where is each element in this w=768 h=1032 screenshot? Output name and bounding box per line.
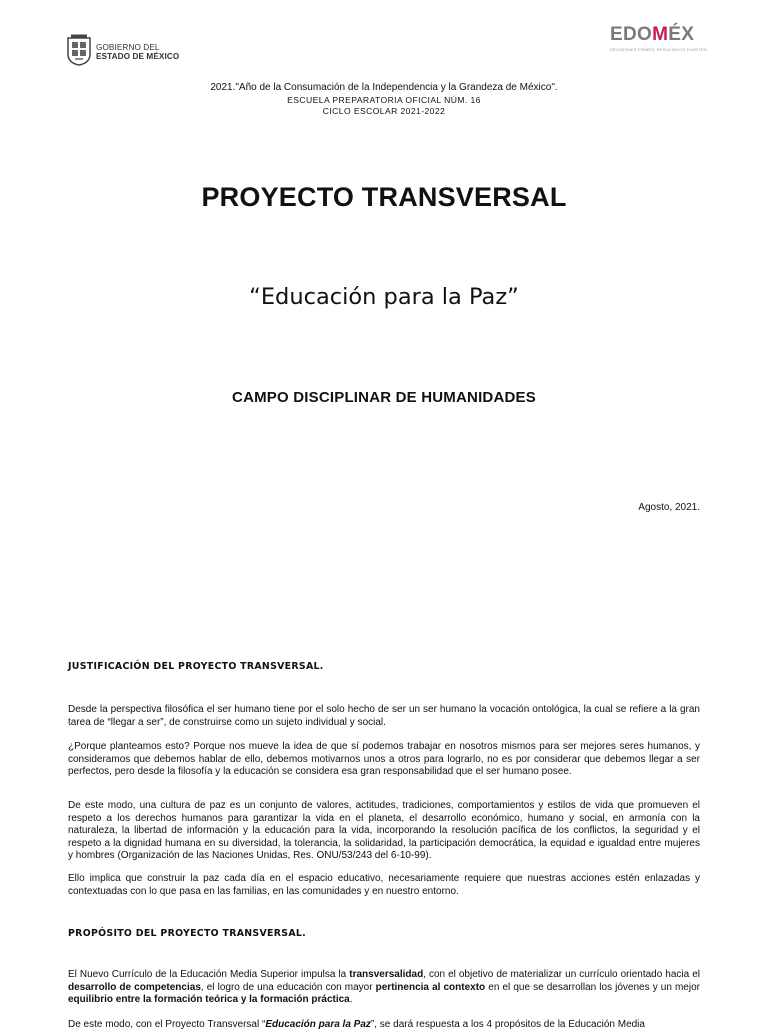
text-run: , con el objetivo de materializar un currículo orientado hacia el	[423, 969, 700, 980]
justificacion-heading: JUSTIFICACIÓN DEL PROYECTO TRANSVERSAL.	[68, 661, 324, 672]
bold-italic-run: Educación para la Paz	[265, 1019, 371, 1030]
bold-run: equilibrio entre la formación teórica y la formación práctica	[68, 994, 350, 1006]
text-run: .	[349, 994, 353, 1006]
document-date: Agosto, 2021.	[638, 502, 700, 513]
text-run: en el que se desarrollan los jóvenes y un mejor	[485, 981, 700, 993]
gobierno-logo-text	[96, 43, 179, 61]
proposito-paragraph-1	[68, 969, 700, 1007]
document-subtitle: “Educación para la Paz”	[249, 284, 519, 310]
proposito-paragraph-2	[68, 1019, 700, 1032]
document-title: PROYECTO TRANSVERSAL	[201, 182, 567, 212]
justificacion-paragraph-1: Desde la perspectiva filosófica el ser humano tiene por el solo hecho de ser un ser humano la vocación ontológica, la cual se refiere a la gran tarea de “llegar a ser”, de construirse como un sujeto individual y social.	[68, 704, 700, 728]
campo-disciplinar: CAMPO DISCIPLINAR DE HUMANIDADES	[232, 389, 536, 406]
bold-run: transversalidad	[349, 969, 424, 980]
gobierno-line2: ESTADO DE MÉXICO	[96, 52, 180, 61]
shield-icon	[66, 34, 92, 66]
justificacion-paragraph-4: Ello implica que construir la paz cada día en el espacio educativo, necesariamente requiere que nuestras acciones estén enlazadas y contextuadas con lo que pasa en las familias, en las comunidades y en nuestro entorno.	[68, 873, 700, 897]
edomex-logo	[610, 24, 710, 54]
proposito-heading: PROPÓSITO DEL PROYECTO TRANSVERSAL.	[68, 928, 307, 939]
school-name: ESCUELA PREPARATORIA OFICIAL NÚM. 16	[287, 95, 481, 105]
text-run: De este modo, con el Proyecto Transversal “	[68, 1019, 266, 1030]
edomex-wordmark	[610, 24, 710, 46]
justificacion-paragraph-2: ¿Porque planteamos esto? Porque nos mueve la idea de que sí podemos trabajar en nosotros mismos para ser mejores seres humanos, y consideramos que debemos hablar de ello, debemos motivarnos unos a otros para lograrlo, no es por considerar que debemos llegar a ser perfectos, pero desde la filosofía y la educación se considera esa gran responsabilidad que el ser humano posee.	[68, 741, 700, 778]
edomex-word-edo: EDO	[610, 24, 653, 45]
text-run: , el logro de una educación con mayor	[200, 981, 376, 993]
gobierno-estado-mexico-logo	[66, 34, 196, 68]
text-run: El Nuevo Currículo de la Educación Media Superior impulsa la	[68, 969, 350, 980]
edomex-tagline: DECISIONES FIRMES, RESULTADOS FUERTES.	[610, 47, 709, 52]
edomex-word-m: M	[652, 24, 669, 45]
bold-run: pertinencia al contexto	[375, 981, 486, 993]
school-cycle: CICLO ESCOLAR 2021-2022	[322, 106, 446, 116]
justificacion-paragraph-3: De este modo, una cultura de paz es un conjunto de valores, actitudes, tradiciones, comportamientos y estilos de vida que promueven el respeto a los derechos humanos para garantizar la vida en el planeta, el desarrollo económico, humano y social, en armonía con la naturaleza, la libertad de información y la educación para la vida, incorporando la resolución pacífica de los conflictos, la seguridad y el respeto a la dignidad humana en su diversidad, la tolerancia, la solidaridad, la participación democrática, la equidad e igualdad entre mujeres y hombres (Organización de las Naciones Unidas, Res. ONU/53/243 del 6-10-99).	[68, 800, 700, 862]
edomex-word-ex: ÉX	[668, 24, 695, 45]
text-run: ”, se dará respuesta a los 4 propósitos de la Educación Media	[370, 1019, 645, 1030]
gobierno-line1: GOBIERNO DEL	[96, 43, 160, 52]
year-motto: 2021."Año de la Consumación de la Independencia y la Grandeza de México".	[210, 82, 558, 93]
bold-run: desarrollo de competencias	[68, 981, 201, 993]
